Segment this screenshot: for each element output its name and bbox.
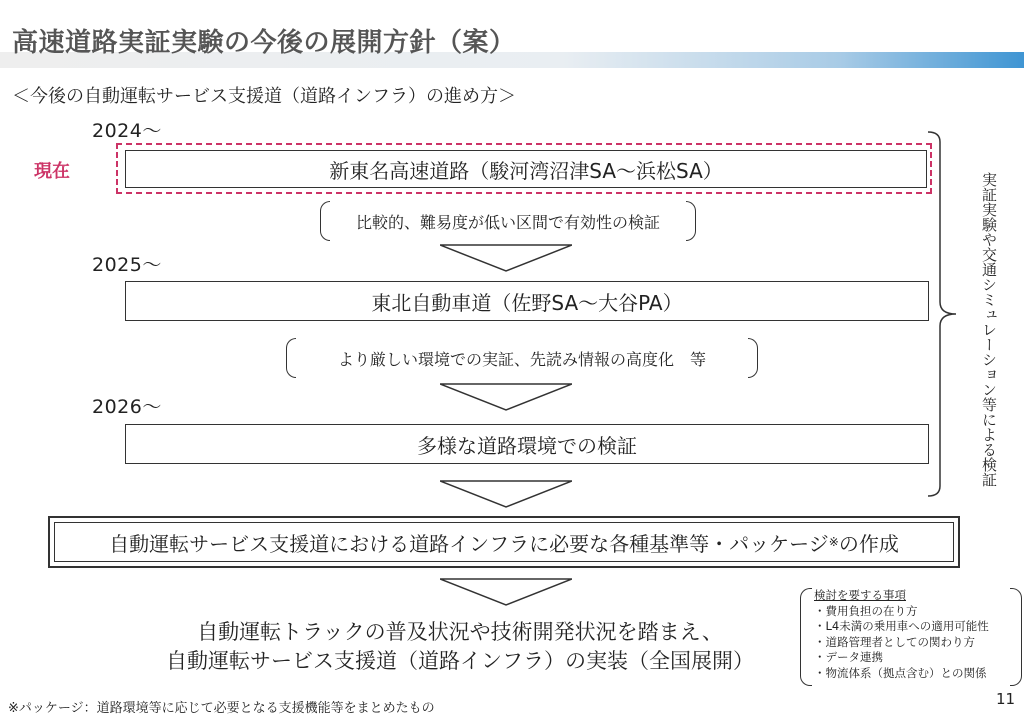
right-bracket — [686, 201, 696, 241]
page-number: 11 — [996, 690, 1016, 708]
step-label: 新東名高速道路（駿河湾沼津SA～浜松SA） — [329, 158, 723, 183]
issue-item: ・費用負担の在り方 — [814, 603, 918, 618]
package-box — [54, 522, 954, 562]
step-label: 多様な道路環境での検証 — [417, 433, 637, 458]
down-arrow-icon — [440, 244, 572, 272]
step-box-shin-tomei — [125, 150, 927, 188]
right-bracket — [748, 338, 758, 378]
note-text: より厳しい環境での実証、先読み情報の高度化 等 — [337, 349, 706, 369]
note-text: 比較的、難易度が低い区間で有効性の検証 — [355, 212, 660, 232]
right-brace — [926, 130, 962, 500]
page-title: 高速道路実証実験の今後の展開方針（案） — [12, 28, 516, 58]
step-note-2 — [286, 338, 758, 378]
issue-item: ・物流体系（拠点含む）との関係 — [814, 665, 987, 680]
conclusion-text — [110, 618, 810, 676]
footnote: ※パッケージ：道路環境等に応じて必要となる支援機能等をまとめたもの — [8, 701, 435, 716]
down-arrow-icon — [440, 480, 572, 508]
package-label: 自動運転サービス支援道における道路インフラに必要な各種基準等・パッケージ — [109, 531, 829, 556]
year-label-2026: 2026～ — [92, 396, 162, 418]
step-box-tohoku — [125, 281, 929, 321]
step-box-various — [125, 424, 929, 464]
package-suffix: の作成 — [838, 531, 899, 556]
right-bracket — [1010, 588, 1022, 686]
step-note-1 — [320, 201, 696, 241]
issue-item: ・道路管理者としての関わり方 — [814, 634, 975, 649]
page-subtitle: ＜今後の自動運転サービス支援道（道路インフラ）の進め方＞ — [12, 86, 516, 107]
issues-list — [814, 588, 989, 681]
left-bracket — [800, 588, 812, 686]
issues-panel — [800, 588, 1022, 686]
verification-vertical-label: 実証実験や交通シミュレーション等による検証 — [980, 172, 998, 487]
down-arrow-icon — [440, 383, 572, 411]
step-label: 東北自動車道（佐野SA～大谷PA） — [371, 290, 683, 315]
left-bracket — [320, 201, 330, 241]
issue-item: ・データ連携 — [814, 650, 883, 664]
issues-heading: 検討を要する事項 — [814, 588, 906, 602]
left-bracket — [286, 338, 296, 378]
current-label: 現在 — [34, 161, 70, 182]
conclusion-line-2: 自動運転サービス支援道（道路インフラ）の実装（全国展開） — [166, 649, 754, 673]
issue-item: ・L4未満の乗用車への適用可能性 — [814, 619, 989, 633]
down-arrow-icon — [440, 578, 572, 606]
year-label-2025: 2025～ — [92, 254, 162, 276]
package-mark: ※ — [828, 535, 839, 549]
year-label-2024: 2024～ — [92, 120, 162, 142]
conclusion-line-1: 自動運転トラックの普及状況や技術開発状況を踏まえ、 — [197, 620, 723, 644]
